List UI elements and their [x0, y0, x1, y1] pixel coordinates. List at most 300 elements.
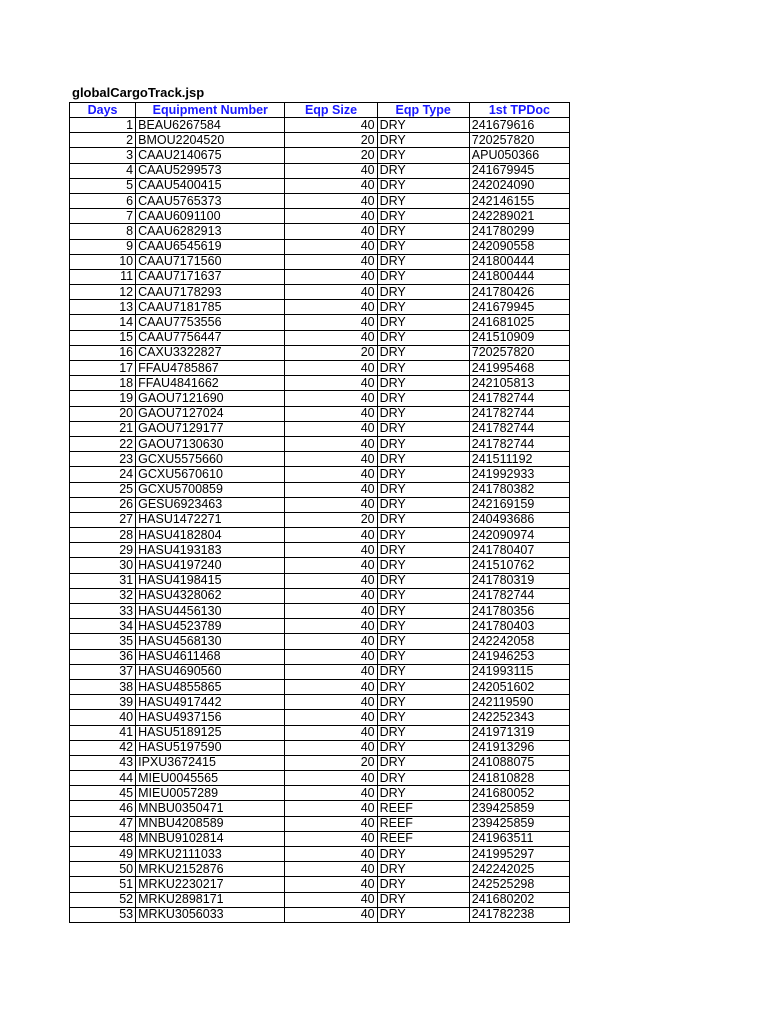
cell-first-tpdoc: 241680202 — [469, 892, 569, 907]
cell-equipment-number: FFAU4785867 — [136, 361, 285, 376]
table-row — [70, 133, 570, 148]
cell-days: 52 — [70, 892, 136, 907]
cell-days: 42 — [70, 740, 136, 755]
cell-equipment-number: CAAU5765373 — [136, 193, 285, 208]
cell-eqp-type: DRY — [377, 345, 469, 360]
table-row — [70, 558, 570, 573]
cell-days: 12 — [70, 285, 136, 300]
cell-days: 18 — [70, 376, 136, 391]
cell-eqp-type: DRY — [377, 300, 469, 315]
cell-eqp-type: DRY — [377, 528, 469, 543]
cell-eqp-type: DRY — [377, 239, 469, 254]
cell-first-tpdoc: 241681025 — [469, 315, 569, 330]
cell-eqp-size: 40 — [285, 573, 377, 588]
cell-equipment-number: GCXU5700859 — [136, 482, 285, 497]
cell-first-tpdoc: 241510762 — [469, 558, 569, 573]
cell-first-tpdoc: 241913296 — [469, 740, 569, 755]
cell-first-tpdoc: 241510909 — [469, 330, 569, 345]
table-row — [70, 406, 570, 421]
table-row — [70, 847, 570, 862]
cell-eqp-size: 40 — [285, 391, 377, 406]
cell-days: 7 — [70, 209, 136, 224]
table-row — [70, 512, 570, 527]
cell-equipment-number: GESU6923463 — [136, 497, 285, 512]
cell-eqp-size: 40 — [285, 224, 377, 239]
cell-eqp-type: DRY — [377, 421, 469, 436]
cell-days: 43 — [70, 755, 136, 770]
table-body — [70, 118, 570, 923]
cell-eqp-type: DRY — [377, 710, 469, 725]
cell-equipment-number: GCXU5670610 — [136, 467, 285, 482]
cell-equipment-number: CAAU6091100 — [136, 209, 285, 224]
cell-first-tpdoc: 241995297 — [469, 847, 569, 862]
cell-days: 4 — [70, 163, 136, 178]
cell-first-tpdoc: 241680052 — [469, 786, 569, 801]
table-row — [70, 588, 570, 603]
cell-days: 14 — [70, 315, 136, 330]
cell-first-tpdoc: 241971319 — [469, 725, 569, 740]
table-row — [70, 619, 570, 634]
cell-equipment-number: MRKU2152876 — [136, 862, 285, 877]
cell-days: 9 — [70, 239, 136, 254]
cell-eqp-type: DRY — [377, 512, 469, 527]
cell-days: 25 — [70, 482, 136, 497]
cell-days: 36 — [70, 649, 136, 664]
cell-eqp-size: 40 — [285, 558, 377, 573]
table-row — [70, 695, 570, 710]
table-row — [70, 269, 570, 284]
cell-equipment-number: HASU4198415 — [136, 573, 285, 588]
table-row — [70, 361, 570, 376]
cell-days: 2 — [70, 133, 136, 148]
cell-eqp-type: REEF — [377, 801, 469, 816]
table-row — [70, 254, 570, 269]
cell-eqp-type: DRY — [377, 573, 469, 588]
cell-first-tpdoc: 242525298 — [469, 877, 569, 892]
table-header-row — [70, 103, 570, 118]
cell-first-tpdoc: 241782744 — [469, 421, 569, 436]
cell-days: 27 — [70, 512, 136, 527]
cell-equipment-number: BMOU2204520 — [136, 133, 285, 148]
cell-eqp-size: 40 — [285, 695, 377, 710]
table-row — [70, 892, 570, 907]
table-row — [70, 877, 570, 892]
cell-eqp-type: DRY — [377, 588, 469, 603]
cell-eqp-size: 40 — [285, 801, 377, 816]
cell-equipment-number: GAOU7121690 — [136, 391, 285, 406]
cell-eqp-type: DRY — [377, 695, 469, 710]
cell-days: 3 — [70, 148, 136, 163]
cell-equipment-number: MNBU9102814 — [136, 831, 285, 846]
cell-eqp-type: DRY — [377, 649, 469, 664]
cell-equipment-number: HASU4182804 — [136, 528, 285, 543]
cell-days: 23 — [70, 452, 136, 467]
cell-equipment-number: HASU4193183 — [136, 543, 285, 558]
table-row — [70, 543, 570, 558]
cell-first-tpdoc: 242169159 — [469, 497, 569, 512]
table-row — [70, 816, 570, 831]
cell-eqp-type: DRY — [377, 269, 469, 284]
cell-equipment-number: MRKU2230217 — [136, 877, 285, 892]
cell-equipment-number: HASU4690560 — [136, 664, 285, 679]
cell-days: 33 — [70, 604, 136, 619]
cell-first-tpdoc: 241800444 — [469, 254, 569, 269]
cell-eqp-size: 20 — [285, 133, 377, 148]
cell-eqp-type: DRY — [377, 285, 469, 300]
table-row — [70, 862, 570, 877]
cell-eqp-type: DRY — [377, 209, 469, 224]
cell-eqp-type: DRY — [377, 452, 469, 467]
table-row — [70, 573, 570, 588]
cell-eqp-type: DRY — [377, 877, 469, 892]
cell-eqp-size: 40 — [285, 831, 377, 846]
cell-eqp-type: DRY — [377, 118, 469, 133]
cell-equipment-number: CAAU5299573 — [136, 163, 285, 178]
cell-first-tpdoc: 241782744 — [469, 436, 569, 451]
cell-first-tpdoc: 242090974 — [469, 528, 569, 543]
cell-days: 50 — [70, 862, 136, 877]
cell-eqp-size: 40 — [285, 497, 377, 512]
header-days: Days — [70, 103, 136, 118]
cell-equipment-number: CAAU7181785 — [136, 300, 285, 315]
cell-equipment-number: HASU4197240 — [136, 558, 285, 573]
cell-days: 49 — [70, 847, 136, 862]
cell-days: 51 — [70, 877, 136, 892]
cell-equipment-number: CAAU6282913 — [136, 224, 285, 239]
table-row — [70, 178, 570, 193]
cell-eqp-type: DRY — [377, 148, 469, 163]
cell-eqp-size: 40 — [285, 285, 377, 300]
cell-eqp-size: 40 — [285, 315, 377, 330]
cell-eqp-type: DRY — [377, 786, 469, 801]
cell-eqp-type: DRY — [377, 771, 469, 786]
cell-days: 11 — [70, 269, 136, 284]
cell-equipment-number: HASU4523789 — [136, 619, 285, 634]
cell-eqp-size: 40 — [285, 619, 377, 634]
table-row — [70, 163, 570, 178]
cell-days: 19 — [70, 391, 136, 406]
cell-eqp-type: DRY — [377, 482, 469, 497]
cell-days: 44 — [70, 771, 136, 786]
cell-eqp-size: 40 — [285, 269, 377, 284]
cell-eqp-size: 40 — [285, 862, 377, 877]
cell-days: 38 — [70, 679, 136, 694]
cell-first-tpdoc: 242242025 — [469, 862, 569, 877]
cell-eqp-size: 40 — [285, 482, 377, 497]
cell-first-tpdoc: 241780382 — [469, 482, 569, 497]
cell-days: 40 — [70, 710, 136, 725]
cell-eqp-size: 40 — [285, 710, 377, 725]
cell-equipment-number: FFAU4841662 — [136, 376, 285, 391]
cell-first-tpdoc: 241088075 — [469, 755, 569, 770]
cell-equipment-number: CAAU6545619 — [136, 239, 285, 254]
cell-equipment-number: CAAU7171560 — [136, 254, 285, 269]
cell-eqp-type: DRY — [377, 163, 469, 178]
table-row — [70, 649, 570, 664]
cell-first-tpdoc: 241679945 — [469, 163, 569, 178]
cell-first-tpdoc: 241995468 — [469, 361, 569, 376]
cell-eqp-size: 40 — [285, 421, 377, 436]
cell-eqp-size: 20 — [285, 512, 377, 527]
cell-equipment-number: CAAU5400415 — [136, 178, 285, 193]
cell-first-tpdoc: 239425859 — [469, 801, 569, 816]
cell-first-tpdoc: 241780426 — [469, 285, 569, 300]
cell-eqp-type: DRY — [377, 558, 469, 573]
cell-eqp-type: DRY — [377, 391, 469, 406]
cell-equipment-number: HASU4917442 — [136, 695, 285, 710]
cell-eqp-type: DRY — [377, 892, 469, 907]
cell-first-tpdoc: 241782744 — [469, 588, 569, 603]
cell-first-tpdoc: 720257820 — [469, 133, 569, 148]
cell-days: 48 — [70, 831, 136, 846]
table-row — [70, 300, 570, 315]
table-row — [70, 118, 570, 133]
cell-eqp-size: 40 — [285, 467, 377, 482]
table-row — [70, 148, 570, 163]
cell-days: 47 — [70, 816, 136, 831]
cell-eqp-size: 40 — [285, 634, 377, 649]
cell-first-tpdoc: 241780299 — [469, 224, 569, 239]
cell-eqp-type: DRY — [377, 330, 469, 345]
cell-equipment-number: GCXU5575660 — [136, 452, 285, 467]
cell-eqp-size: 20 — [285, 755, 377, 770]
cell-eqp-type: DRY — [377, 664, 469, 679]
cell-first-tpdoc: 241679945 — [469, 300, 569, 315]
cell-days: 20 — [70, 406, 136, 421]
table-row — [70, 452, 570, 467]
header-eqp-type: Eqp Type — [377, 103, 469, 118]
cell-first-tpdoc: 242105813 — [469, 376, 569, 391]
cell-eqp-size: 40 — [285, 604, 377, 619]
cell-eqp-size: 40 — [285, 163, 377, 178]
cell-eqp-size: 40 — [285, 725, 377, 740]
cell-first-tpdoc: 241800444 — [469, 269, 569, 284]
cell-days: 15 — [70, 330, 136, 345]
cell-eqp-size: 40 — [285, 664, 377, 679]
cell-eqp-type: DRY — [377, 193, 469, 208]
cell-days: 24 — [70, 467, 136, 482]
cell-eqp-type: DRY — [377, 467, 469, 482]
cell-eqp-size: 40 — [285, 771, 377, 786]
cell-eqp-size: 40 — [285, 740, 377, 755]
table-row — [70, 285, 570, 300]
cell-eqp-size: 40 — [285, 239, 377, 254]
cell-equipment-number: BEAU6267584 — [136, 118, 285, 133]
cell-days: 46 — [70, 801, 136, 816]
cell-first-tpdoc: 241963511 — [469, 831, 569, 846]
cell-days: 17 — [70, 361, 136, 376]
cell-equipment-number: GAOU7130630 — [136, 436, 285, 451]
cell-days: 35 — [70, 634, 136, 649]
cell-eqp-size: 40 — [285, 209, 377, 224]
cell-eqp-size: 40 — [285, 452, 377, 467]
table-row — [70, 315, 570, 330]
cell-equipment-number: HASU1472271 — [136, 512, 285, 527]
cell-equipment-number: GAOU7129177 — [136, 421, 285, 436]
table-row — [70, 771, 570, 786]
cell-first-tpdoc: 242090558 — [469, 239, 569, 254]
cell-eqp-type: DRY — [377, 679, 469, 694]
cell-eqp-type: DRY — [377, 436, 469, 451]
table-row — [70, 710, 570, 725]
cell-equipment-number: MRKU2111033 — [136, 847, 285, 862]
table-row — [70, 436, 570, 451]
cell-days: 5 — [70, 178, 136, 193]
cell-days: 22 — [70, 436, 136, 451]
cell-equipment-number: MIEU0057289 — [136, 786, 285, 801]
cell-equipment-number: CAAU7178293 — [136, 285, 285, 300]
table-row — [70, 209, 570, 224]
cell-days: 37 — [70, 664, 136, 679]
cell-first-tpdoc: 242252343 — [469, 710, 569, 725]
cell-eqp-type: DRY — [377, 406, 469, 421]
cell-first-tpdoc: 241782238 — [469, 907, 569, 922]
cell-eqp-size: 40 — [285, 847, 377, 862]
cell-eqp-type: DRY — [377, 543, 469, 558]
cell-days: 29 — [70, 543, 136, 558]
cell-eqp-type: DRY — [377, 619, 469, 634]
cell-eqp-type: DRY — [377, 361, 469, 376]
cell-days: 13 — [70, 300, 136, 315]
cell-eqp-type: DRY — [377, 634, 469, 649]
table-row — [70, 421, 570, 436]
cell-days: 28 — [70, 528, 136, 543]
cell-eqp-size: 40 — [285, 436, 377, 451]
cell-days: 1 — [70, 118, 136, 133]
cell-eqp-type: DRY — [377, 133, 469, 148]
cell-equipment-number: HASU4328062 — [136, 588, 285, 603]
cell-eqp-size: 40 — [285, 254, 377, 269]
table-row — [70, 528, 570, 543]
table-row — [70, 786, 570, 801]
cell-equipment-number: MNBU4208589 — [136, 816, 285, 831]
cell-eqp-size: 20 — [285, 345, 377, 360]
cell-eqp-type: DRY — [377, 725, 469, 740]
table-row — [70, 831, 570, 846]
cell-eqp-type: DRY — [377, 907, 469, 922]
cell-first-tpdoc: 241780319 — [469, 573, 569, 588]
cell-eqp-type: DRY — [377, 862, 469, 877]
cell-eqp-size: 40 — [285, 892, 377, 907]
cell-equipment-number: HASU4855865 — [136, 679, 285, 694]
cell-first-tpdoc: 241782744 — [469, 391, 569, 406]
cell-equipment-number: HASU4568130 — [136, 634, 285, 649]
cell-days: 8 — [70, 224, 136, 239]
cell-eqp-size: 40 — [285, 816, 377, 831]
cell-eqp-size: 40 — [285, 543, 377, 558]
table-row — [70, 664, 570, 679]
cell-first-tpdoc: 242289021 — [469, 209, 569, 224]
cell-days: 26 — [70, 497, 136, 512]
table-row — [70, 239, 570, 254]
cell-first-tpdoc: 242051602 — [469, 679, 569, 694]
cell-first-tpdoc: 241992933 — [469, 467, 569, 482]
cell-equipment-number: HASU5189125 — [136, 725, 285, 740]
cell-eqp-size: 40 — [285, 907, 377, 922]
cell-equipment-number: CAAU7753556 — [136, 315, 285, 330]
cell-eqp-size: 40 — [285, 877, 377, 892]
cell-equipment-number: CAAU7171637 — [136, 269, 285, 284]
table-row — [70, 907, 570, 922]
cell-eqp-type: DRY — [377, 315, 469, 330]
cell-days: 30 — [70, 558, 136, 573]
header-eqp-size: Eqp Size — [285, 103, 377, 118]
cell-equipment-number: HASU5197590 — [136, 740, 285, 755]
table-row — [70, 330, 570, 345]
cell-days: 31 — [70, 573, 136, 588]
cell-days: 21 — [70, 421, 136, 436]
cell-eqp-size: 40 — [285, 300, 377, 315]
cell-equipment-number: MRKU3056033 — [136, 907, 285, 922]
cell-first-tpdoc: 241946253 — [469, 649, 569, 664]
table-row — [70, 482, 570, 497]
cell-days: 32 — [70, 588, 136, 603]
table-row — [70, 755, 570, 770]
cell-equipment-number: MRKU2898171 — [136, 892, 285, 907]
table-row — [70, 467, 570, 482]
cell-eqp-type: DRY — [377, 254, 469, 269]
cell-first-tpdoc: 241782744 — [469, 406, 569, 421]
table-row — [70, 345, 570, 360]
cell-equipment-number: MIEU0045565 — [136, 771, 285, 786]
cell-days: 39 — [70, 695, 136, 710]
cell-days: 45 — [70, 786, 136, 801]
cargo-table — [69, 102, 570, 923]
cell-first-tpdoc: 241810828 — [469, 771, 569, 786]
cell-first-tpdoc: 241780407 — [469, 543, 569, 558]
page-title: globalCargoTrack.jsp — [72, 85, 205, 100]
table-row — [70, 193, 570, 208]
cell-eqp-size: 40 — [285, 588, 377, 603]
cell-first-tpdoc: 241780356 — [469, 604, 569, 619]
header-first-tpdoc: 1st TPDoc — [469, 103, 569, 118]
cell-days: 41 — [70, 725, 136, 740]
table-row — [70, 634, 570, 649]
cell-first-tpdoc: 720257820 — [469, 345, 569, 360]
cell-eqp-size: 40 — [285, 361, 377, 376]
cell-first-tpdoc: APU050366 — [469, 148, 569, 163]
cell-eqp-type: DRY — [377, 740, 469, 755]
cell-equipment-number: IPXU3672415 — [136, 755, 285, 770]
cell-equipment-number: HASU4937156 — [136, 710, 285, 725]
cell-eqp-size: 20 — [285, 148, 377, 163]
cell-eqp-type: DRY — [377, 224, 469, 239]
cell-eqp-size: 40 — [285, 118, 377, 133]
table-row — [70, 801, 570, 816]
table-row — [70, 391, 570, 406]
cell-days: 6 — [70, 193, 136, 208]
cell-equipment-number: CAXU3322827 — [136, 345, 285, 360]
cell-first-tpdoc: 240493686 — [469, 512, 569, 527]
table-row — [70, 679, 570, 694]
cell-eqp-type: DRY — [377, 178, 469, 193]
cell-eqp-size: 40 — [285, 193, 377, 208]
table-row — [70, 224, 570, 239]
table-row — [70, 604, 570, 619]
cell-eqp-size: 40 — [285, 178, 377, 193]
table-row — [70, 725, 570, 740]
cell-days: 34 — [70, 619, 136, 634]
cell-eqp-type: DRY — [377, 604, 469, 619]
cell-eqp-type: DRY — [377, 497, 469, 512]
cell-equipment-number: HASU4456130 — [136, 604, 285, 619]
cell-eqp-type: REEF — [377, 831, 469, 846]
cell-first-tpdoc: 241511192 — [469, 452, 569, 467]
cell-equipment-number: CAAU7756447 — [136, 330, 285, 345]
cell-first-tpdoc: 242119590 — [469, 695, 569, 710]
cell-eqp-type: REEF — [377, 816, 469, 831]
cell-eqp-size: 40 — [285, 679, 377, 694]
